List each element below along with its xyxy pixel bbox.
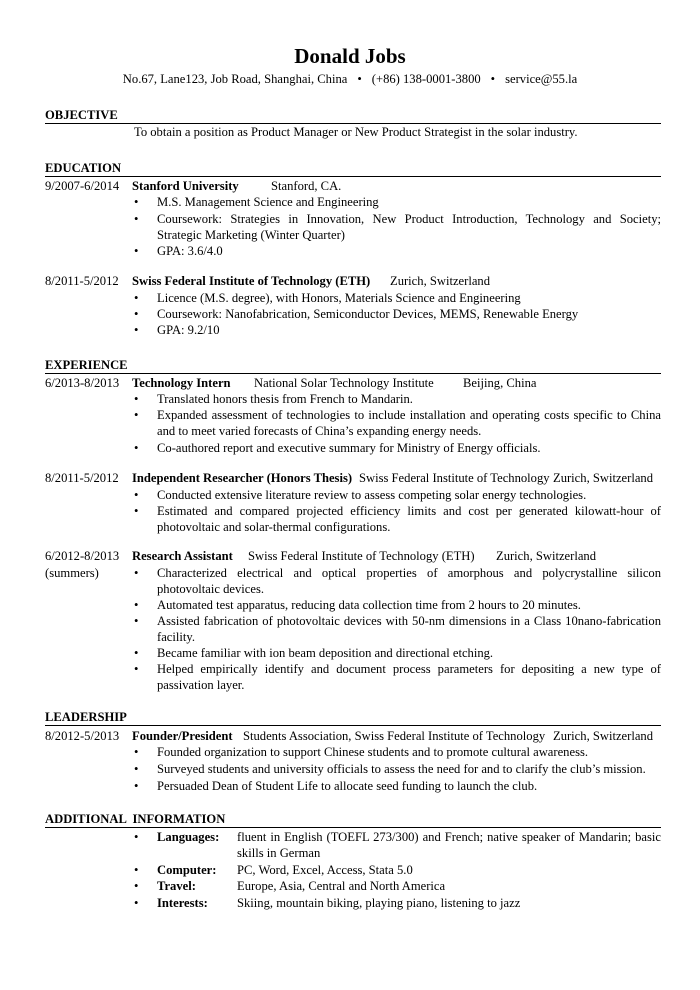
bullet-icon — [134, 322, 144, 338]
bullet-icon — [134, 744, 144, 760]
entry-location: Zurich, Switzerland — [496, 549, 597, 563]
bullet-text: Surveyed students and university officials to assess the need for and to clarify the club’s mission. — [157, 762, 646, 776]
bullet-icon — [134, 194, 144, 210]
organization: National Solar Technology Institute — [254, 376, 434, 390]
bullet-icon — [134, 503, 144, 519]
info-value: Europe, Asia, Central and North America — [237, 879, 446, 893]
school-name: Stanford University — [132, 179, 239, 193]
role-title: Research Assistant — [132, 549, 233, 563]
bullet-icon — [134, 778, 144, 794]
school-location: Zurich, Switzerland — [390, 274, 491, 288]
bullet-text: Became familiar with ion beam deposition and directional etching. — [157, 646, 494, 660]
school-name: Swiss Federal Institute of Technology (ETH) — [132, 274, 371, 288]
entry-dates: 6/2013-8/2013 — [45, 376, 120, 390]
section-heading-additional: ADDITIONAL INFORMATION — [45, 812, 661, 828]
bullet-text: Expanded assessment of technologies to include installation and operating costs specific to China and to meet varied forecasts of China’s expanding energy needs. — [157, 408, 661, 438]
info-value: Skiing, mountain biking, playing piano, listening to jazz — [237, 896, 521, 910]
entry-dates: 8/2011-5/2012 — [45, 274, 119, 288]
school-location: Stanford, CA. — [271, 179, 342, 193]
bullet-text: GPA: 9.2/10 — [157, 323, 220, 337]
bullet-text: Co-authored report and executive summary for Ministry of Energy officials. — [157, 441, 541, 455]
bullet-icon — [134, 761, 144, 777]
entry-location: Beijing, China — [463, 376, 537, 390]
section-heading-objective: OBJECTIVE — [45, 108, 661, 124]
info-label: Interests: — [157, 896, 208, 910]
bullet-icon — [134, 487, 144, 503]
section-heading-education: EDUCATION — [45, 161, 661, 177]
info-label: Languages: — [157, 830, 220, 844]
bullet-text: Licence (M.S. degree), with Honors, Materials Science and Engineering — [157, 291, 521, 305]
entry-dates: 9/2007-6/2014 — [45, 179, 120, 193]
bullet-text: Founded organization to support Chinese students and to promote cultural awareness. — [157, 745, 589, 759]
bullet-icon — [134, 613, 144, 629]
bullet-icon — [134, 306, 144, 322]
separator-dot: • — [490, 72, 496, 86]
bullet-text: Translated honors thesis from French to Mandarin. — [157, 392, 413, 406]
section-heading-experience: EXPERIENCE — [45, 358, 661, 374]
email: service@55.la — [505, 72, 578, 86]
bullet-icon — [134, 661, 144, 677]
bullet-icon — [134, 243, 144, 259]
candidate-name: Donald Jobs — [294, 44, 406, 68]
info-value: PC, Word, Excel, Access, Stata 5.0 — [237, 863, 413, 877]
role-title: Technology Intern — [132, 376, 231, 390]
phone: (+86) 138-0001-3800 — [371, 72, 481, 86]
organization: Swiss Federal Institute of Technology — [359, 471, 550, 485]
bullet-text: Coursework: Nanofabrication, Semiconductor Devices, MEMS, Renewable Energy — [157, 307, 579, 321]
organization: Students Association, Swiss Federal Institute of Technology — [243, 729, 546, 743]
info-label: Travel: — [157, 879, 196, 893]
address: No.67, Lane123, Job Road, Shanghai, China — [122, 72, 348, 86]
bullet-text: Assisted fabrication of photovoltaic devices with 50-nm dimensions in a Class 10nano-fabrication facility. — [157, 614, 661, 644]
bullet-icon — [134, 862, 144, 878]
entry-dates: 8/2012-5/2013 — [45, 729, 120, 743]
bullet-text: M.S. Management Science and Engineering — [157, 195, 379, 209]
bullet-text: GPA: 3.6/4.0 — [157, 244, 223, 258]
entry-location: Zurich, Switzerland — [553, 729, 654, 743]
bullet-text: Coursework: Strategies in Innovation, New Product Introduction, Technology and Society; Strategic Marketing (Winter Quarter) — [157, 212, 661, 242]
section-heading-leadership: LEADERSHIP — [45, 710, 661, 726]
bullet-text: Helped empirically identify and document process parameters for depositing a new type of passivation layer. — [157, 662, 661, 692]
bullet-text: Estimated and compared projected efficiency limits and cost per generated kilowatt-hour of photovoltaic and solar-thermal configurations. — [157, 504, 661, 534]
contact-line — [0, 71, 700, 87]
bullet-icon — [134, 645, 144, 661]
bullet-icon — [134, 407, 144, 423]
bullet-icon — [134, 290, 144, 306]
bullet-text: Automated test apparatus, reducing data collection time from 2 hours to 20 minutes. — [157, 598, 581, 612]
bullet-icon — [134, 895, 144, 911]
entry-dates: 8/2011-5/2012 — [45, 471, 119, 485]
separator-dot: • — [357, 72, 362, 86]
role-title: Founder/President — [132, 729, 233, 743]
role-title: Independent Researcher (Honors Thesis) — [132, 471, 353, 485]
bullet-text: Characterized electrical and optical properties of amorphous and polycrystalline silicon photovoltaic devices. — [157, 566, 661, 596]
entry-dates: 6/2012-8/2013 — [45, 549, 120, 563]
bullet-icon — [134, 391, 144, 407]
bullet-icon — [134, 211, 144, 227]
info-label: Computer: — [157, 863, 217, 877]
bullet-icon — [134, 565, 144, 581]
bullet-icon — [134, 878, 144, 894]
entry-location: Zurich, Switzerland — [553, 471, 654, 485]
entry-dates-note: (summers) — [45, 566, 99, 580]
organization: Swiss Federal Institute of Technology (ETH) — [248, 549, 475, 563]
bullet-icon — [134, 440, 144, 456]
bullet-text: Conducted extensive literature review to assess competing solar energy technologies. — [157, 488, 587, 502]
info-value: fluent in English (TOEFL 273/300) and French; native speaker of Mandarin; basic skills in German — [237, 830, 661, 860]
bullet-icon — [134, 597, 144, 613]
bullet-text: Persuaded Dean of Student Life to allocate seed funding to launch the club. — [157, 779, 538, 793]
bullet-icon — [134, 829, 144, 845]
objective-text: To obtain a position as Product Manager or New Product Strategist in the solar industry. — [134, 125, 578, 139]
